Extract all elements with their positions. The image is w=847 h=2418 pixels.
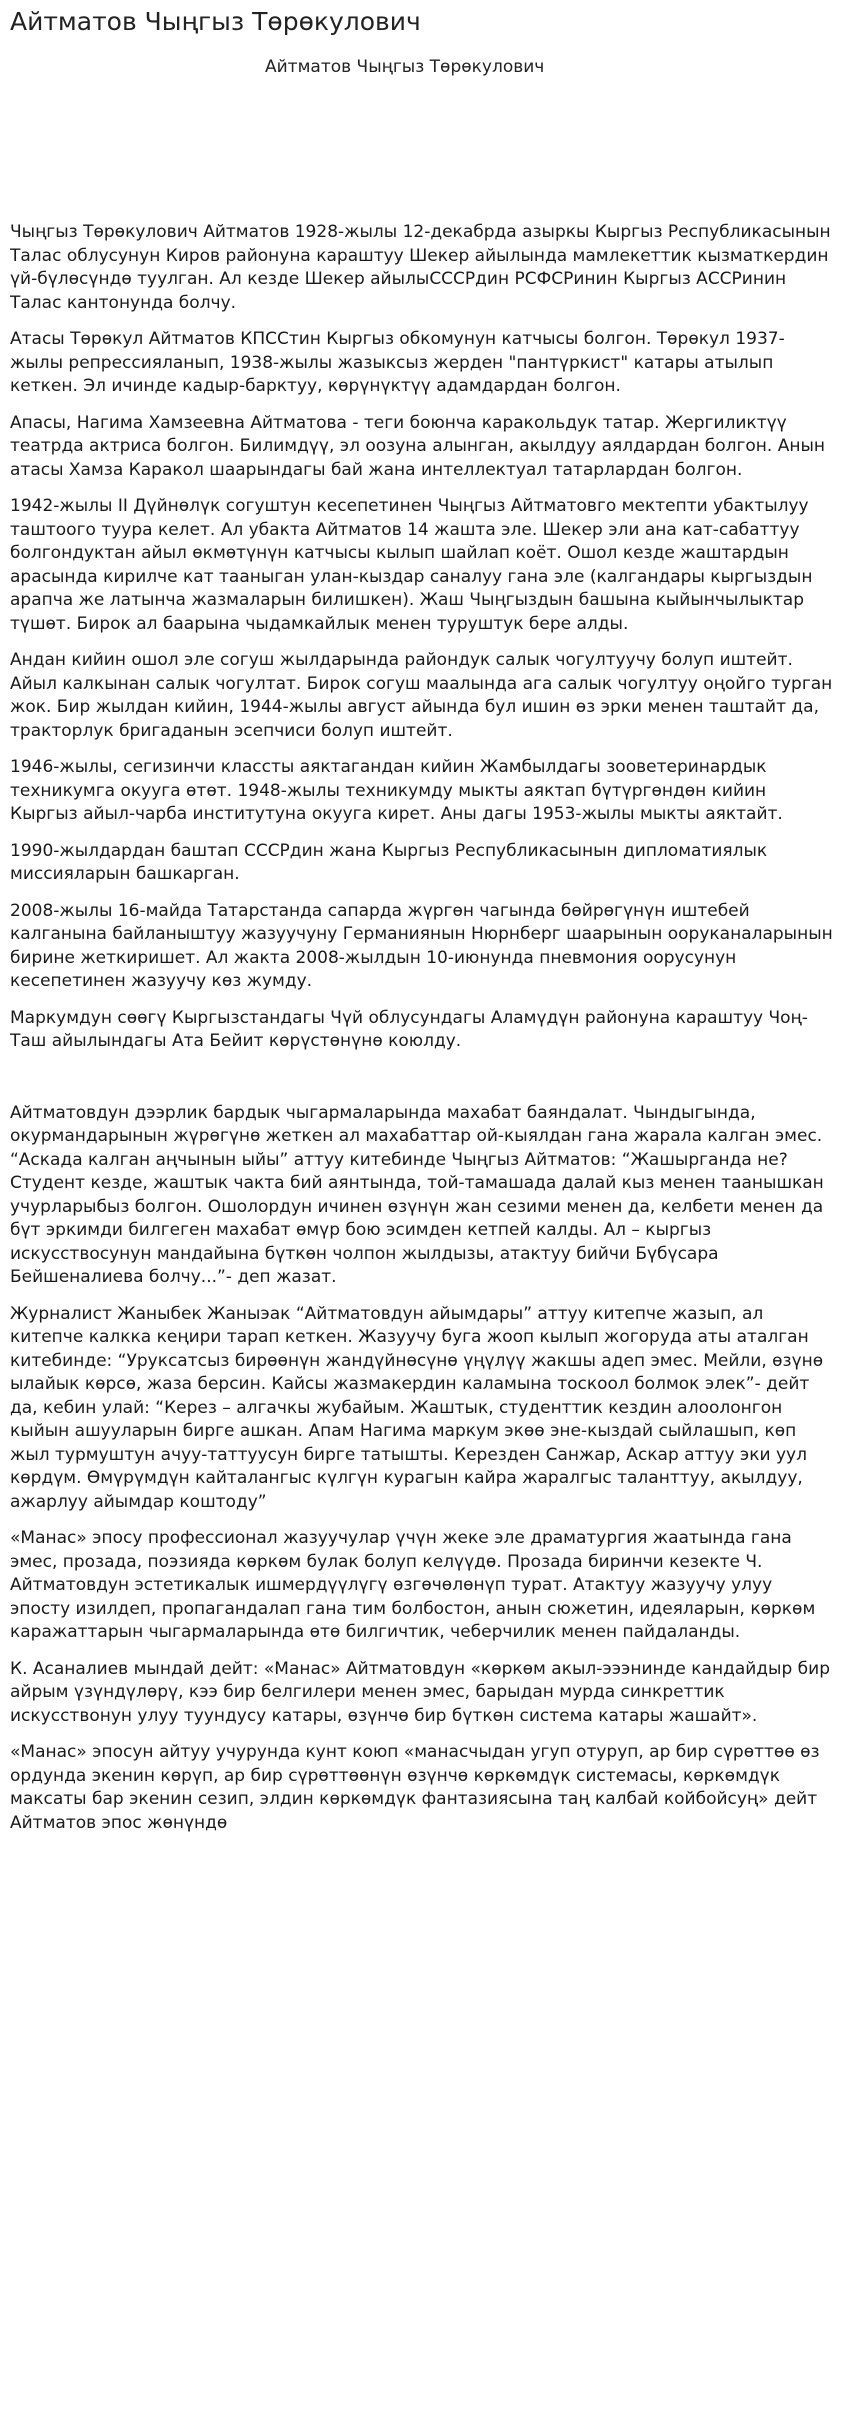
paragraph: Атасы Төрөкул Айтматов КПССтин Кыргыз обкомунун катчысы болгон. Төрөкул 1937-жылы репрессияланып, 1938-жылы жазыксыз жерден "пантүркист" катары атылып кеткен. Эл ичинде кадыр-барктуу, көрүнүктүү адамдардан болгон. — [10, 329, 785, 396]
paragraph: «Манас» эпосу профессионал жазуучулар үчүн жеке эле драматургия жаатында гана эмес, прозада, поэзияда көркөм булак болуп келүүдө. Прозада биринчи кезекте Ч. Айтматовдун эстетикалык ишмердүүлүгү өзгөчөлөнүп турат. Атактуу жазуучу улуу эпосту изилдеп, пропагандалап гана тим болбостон, анын сюжетин, идеяларын, көркөм каражаттарын чыгармаларында өтө билгичтик, чеберчилик менен пайдаланды. — [10, 1528, 816, 1642]
paragraph: Маркумдун сөөгү Кыргызстандагы Чүй облусундагы Аламүдүн районуна караштуу Чоң-Таш айылындагы Ата Бейит көрүстөнүнө коюлду. — [10, 1007, 808, 1051]
paragraph: Апасы, Нагима Хамзеевна Айтматова - теги боюнча каракольдук татар. Жергиликтүү театрда актриса болгон. Билимдүү, эл оозуна алынган, акылдуу аялдардан болгон. Анын атасы Хамза Каракол шаарындагы бай жана интеллектуал татарлардан болгон. — [10, 412, 826, 480]
paragraph: Андан кийин ошол эле согуш жылдарында райондук салык чогултуучу болуп иштейт. Айыл калкынан салык чогултат. Бирок согуш маалында ага салык чогултуу оңойго турган жок. Бир жылдан кийин, 1944-жылы август айында бул ишин өз эрки менен таштайт да, тракторлук бригаданын эсепчиси болуп иштейт. — [10, 650, 833, 741]
paragraph: Айтматовдун дээрлик бардык чыгармаларында махабат баяндалат. Чындыгында, окурмандарынын жүрөгүнө жеткен ал махабаттар ой-кыялдан гана жарала калган эмес. “Аскада калган аңчынын ыйы” аттуу китебинде Чыңгыз Айтматов: “Жашырганда не? Студент кезде, жаштык чакта бий аянтында, той-тамашада далай кыз менен таанышкан учурларыбыз болгон. Ошолордун ичинен өзүнүн жан сезими менен да, келбети менен да бүт эркимди билгеген махабат өмүр бою эсимден кетпей калды. Ал – кыргыз искусствосунун мандайына бүткөн чолпон жылдызы, атактуу бийчи Бүбүсара Бейшеналиева болчу...”- деп жазат. — [10, 1102, 824, 1287]
paragraph: 1946-жылы, сегизинчи классты аяктагандан кийин Жамбылдагы зооветеринардык техникумга окууга өтөт. 1948-жылы техникумду мыкты аяктап бүтүргөндөн кийин Кыргыз айыл-чарба институтуна окууга кирет. Аны дагы 1953-жылы мыкты аяктайт. — [10, 757, 783, 824]
paragraph: Журналист Жаныбек Жаныэак “Айтматовдун айымдары” аттуу китепче жазып, ал китепче калкка кеңири тарап кеткен. Жазуучу буга жооп кылып жогоруда аты аталган китебинде: “Урукcатсыз бирөөнүн жандүйнөсүнө үңүлүү жакшы адеп эмес. Мейли, өзүнө ылайык көрсө, жаза берсин. Кайсы жазмакердин каламына тоскоол болмок элек”- дейт да, кебин улай: “Керез – алгачкы жубайым. Жаштык, студенттик кездин алоолонгон кыйын ашууларын бирге ашкан. Апам Нагима маркум экөө эне-кыздай сыйлашып, көп жыл турмуштун ачуу-таттуусун бирге татышты. Керезден Санжар, Аскар аттуу эки уул көрдүм. Өмүрүмдүн кайталангыс күлгүн курагын кайра жаралгыс таланттуу, акылдуу, ажарлуу айымдар коштоду” — [10, 1303, 824, 1512]
paragraph: 1990-жылдардан баштап СССРдин жана Кыргыз Республикасынын дипломатиялык миссияларын башкарган. — [10, 840, 768, 884]
essay-section — [10, 1102, 835, 1836]
paragraph: «Манас» эпосун айтуу учурунда кунт коюп «манасчыдан угуп отуруп, ар бир сүрөттөө өз ордунда экенин көрүп, ар бир сүрөттөөнүн өзүнчө көркөмдүк системасы, көркөмдүк максаты бар экенин сезип, элдин көркөмдүк фантазиясына таң калбай койбойсуң» дейт Айтматов эпос жөнүндө — [10, 1742, 820, 1833]
biography-section — [10, 221, 835, 1054]
paragraph: К. Асаналиев мындай дейт: «Манас» Айтматовдун «көркөм акыл-эээнинде кандайдыр бир айрым үзүндүлөрү, кээ бир белгилери менен эмес, барыдан мурда синкреттик искусствонун улуу туундусу катары, өзүнчө бир бүткөн система катары жашайт». — [10, 1658, 830, 1726]
site-title: Айтматов Чыңгыз Төрөкулович — [10, 7, 421, 36]
paragraph: Чыңгыз Төрөкулович Айтматов 1928-жылы 12-декабрда азыркы Кыргыз Республикасынын Талас облусунун Киров районуна караштуу Шекер айылында мамлекеттик кызматкердин үй-бүлөсүндө туулган. Ал кезде Шекер айылыСССРдин РСФСРинин Кыргыз АССРинин Талас кантонунда болчу. — [10, 222, 831, 313]
paragraph: 2008-жылы 16-майда Татарстанда сапарда жүргөн чагында бөйрөгүнүн иштебей калганына байланыштуу жазуучуну Германиянын Нюрнберг шаарынын ооруканаларынын бирине жеткиришет. Ал жакта 2008-жылдын 10-июнунда пневмония оорусунун кесепетинен жазуучу көз жумду. — [10, 900, 833, 991]
document-title: Айтматов Чыңгыз Төрөкулович — [265, 57, 545, 77]
paragraph: 1942-жылы II Дүйнөлүк согуштун кесепетинен Чыңгыз Айтматовго мектепти убактылуу таштоого туура келет. Ал убакта Айтматов 14 жашта эле. Шекер эли ана кат-сабаттуу болгондуктан айыл өкмөтүнүн катчысы кылып шайлап коёт. Ошол кезде жаштардын арасында кирилче кат тааныган улан-кыздар саналуу гана эле (калгандары кыргыздын арапча же латынча жазмаларын билишкен). Жаш Чыңгыздын башына кыйынчылыктар түшөт. Бирок ал баарына чыдамкайлык менен туруштук бере алды. — [10, 496, 813, 634]
